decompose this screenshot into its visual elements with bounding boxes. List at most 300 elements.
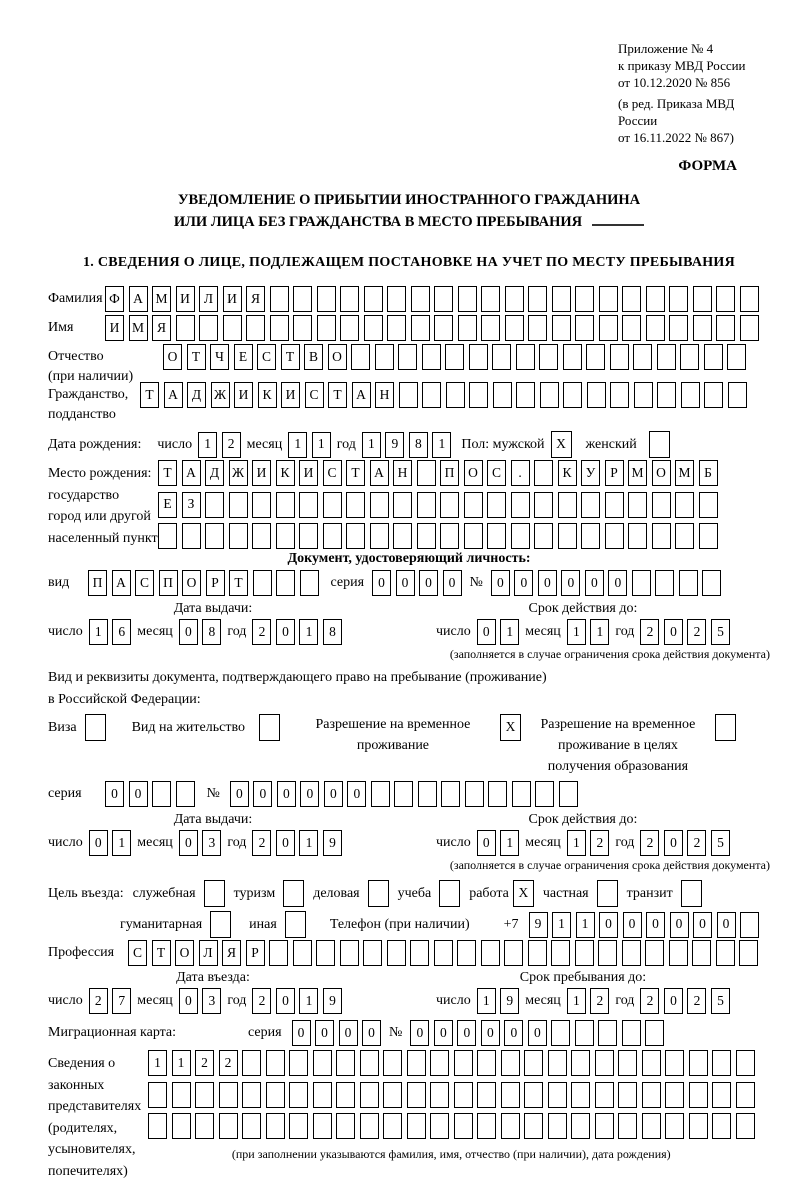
char-box[interactable]: К [276,460,295,486]
char-box[interactable] [368,880,389,907]
char-box[interactable] [736,1050,755,1076]
char-box[interactable] [689,1082,708,1108]
char-box[interactable] [597,880,618,907]
char-box[interactable]: Д [205,460,224,486]
char-box[interactable] [289,1113,308,1139]
char-box[interactable]: 1 [500,830,519,856]
char-box[interactable]: В [304,344,323,370]
char-box[interactable]: 1 [590,619,609,645]
char-box[interactable]: Т [229,570,248,596]
char-box[interactable] [266,1050,285,1076]
char-box[interactable] [605,523,624,549]
char-box[interactable]: 0 [253,781,272,807]
char-box[interactable]: 0 [396,570,415,596]
char-box[interactable] [253,570,272,596]
char-box[interactable]: 0 [315,1020,334,1046]
char-box[interactable] [422,344,441,370]
char-box[interactable] [657,382,676,408]
char-box[interactable] [665,1050,684,1076]
char-box[interactable]: Т [328,382,347,408]
char-box[interactable] [511,492,530,518]
char-box[interactable] [465,781,484,807]
char-box[interactable] [680,344,699,370]
char-box[interactable]: 2 [222,432,241,458]
char-box[interactable]: 0 [179,830,198,856]
char-box[interactable]: К [258,382,277,408]
char-box[interactable] [681,880,702,907]
char-box[interactable] [618,1050,637,1076]
char-box[interactable]: 1 [567,830,586,856]
char-box[interactable] [399,382,418,408]
char-box[interactable] [524,1082,543,1108]
char-box[interactable] [649,431,670,458]
char-box[interactable] [598,1020,617,1046]
char-box[interactable]: 0 [347,781,366,807]
char-box[interactable] [313,1050,332,1076]
char-box[interactable] [575,315,594,341]
char-box[interactable] [595,1082,614,1108]
char-box[interactable]: И [176,286,195,312]
char-box[interactable]: X [500,714,521,741]
char-box[interactable] [712,1113,731,1139]
char-box[interactable] [323,492,342,518]
char-box[interactable] [505,315,524,341]
char-box[interactable] [210,911,231,938]
char-box[interactable] [716,315,735,341]
char-box[interactable]: Я [246,286,265,312]
char-box[interactable] [289,1050,308,1076]
char-box[interactable]: 1 [299,619,318,645]
char-box[interactable]: 6 [112,619,131,645]
char-box[interactable]: 8 [323,619,342,645]
char-box[interactable] [571,1082,590,1108]
char-box[interactable]: 0 [129,781,148,807]
char-box[interactable] [454,1082,473,1108]
char-box[interactable]: 2 [640,619,659,645]
char-box[interactable] [551,940,570,966]
char-box[interactable] [440,492,459,518]
char-box[interactable]: 0 [693,912,712,938]
char-box[interactable]: 0 [514,570,533,596]
char-box[interactable]: X [513,880,534,907]
char-box[interactable] [704,344,723,370]
char-box[interactable]: М [675,460,694,486]
char-box[interactable]: С [323,460,342,486]
char-box[interactable]: С [257,344,276,370]
char-box[interactable] [259,714,280,741]
char-box[interactable] [552,286,571,312]
char-box[interactable] [528,940,547,966]
char-box[interactable]: 9 [323,830,342,856]
char-box[interactable]: Т [346,460,365,486]
char-box[interactable] [199,315,218,341]
char-box[interactable]: 0 [623,912,642,938]
char-box[interactable]: П [440,460,459,486]
char-box[interactable] [504,940,523,966]
char-box[interactable] [516,382,535,408]
char-box[interactable]: 1 [552,912,571,938]
char-box[interactable] [340,940,359,966]
char-box[interactable]: О [182,570,201,596]
char-box[interactable] [300,570,319,596]
char-box[interactable]: 9 [529,912,548,938]
char-box[interactable] [371,781,390,807]
char-box[interactable] [492,344,511,370]
char-box[interactable] [276,570,295,596]
char-box[interactable] [622,940,641,966]
char-box[interactable] [464,523,483,549]
char-box[interactable] [205,523,224,549]
char-box[interactable] [360,1050,379,1076]
char-box[interactable]: И [252,460,271,486]
char-box[interactable] [628,523,647,549]
char-box[interactable]: 0 [276,830,295,856]
char-box[interactable]: 1 [567,988,586,1014]
char-box[interactable] [266,1113,285,1139]
char-box[interactable] [407,1113,426,1139]
char-box[interactable]: 9 [385,432,404,458]
char-box[interactable] [229,492,248,518]
char-box[interactable] [501,1082,520,1108]
char-box[interactable] [360,1082,379,1108]
char-box[interactable]: И [105,315,124,341]
char-box[interactable] [692,940,711,966]
char-box[interactable] [383,1113,402,1139]
char-box[interactable] [293,315,312,341]
char-box[interactable]: 0 [646,912,665,938]
char-box[interactable] [628,492,647,518]
char-box[interactable] [642,1113,661,1139]
char-box[interactable]: 5 [711,619,730,645]
char-box[interactable]: 5 [711,830,730,856]
char-box[interactable]: А [164,382,183,408]
char-box[interactable]: 1 [89,619,108,645]
char-box[interactable] [679,570,698,596]
char-box[interactable] [728,382,747,408]
char-box[interactable]: 0 [477,830,496,856]
char-box[interactable] [252,523,271,549]
char-box[interactable]: И [223,286,242,312]
char-box[interactable] [417,460,436,486]
char-box[interactable]: П [88,570,107,596]
char-box[interactable] [575,1020,594,1046]
char-box[interactable] [407,1082,426,1108]
char-box[interactable]: 0 [372,570,391,596]
char-box[interactable]: 9 [323,988,342,1014]
char-box[interactable] [346,492,365,518]
char-box[interactable]: Ф [105,286,124,312]
char-box[interactable] [351,344,370,370]
char-box[interactable] [634,382,653,408]
char-box[interactable]: Е [158,492,177,518]
char-box[interactable]: 0 [664,988,683,1014]
char-box[interactable]: 3 [202,830,221,856]
char-box[interactable] [152,781,171,807]
char-box[interactable] [669,315,688,341]
char-box[interactable]: 8 [409,432,428,458]
char-box[interactable] [599,315,618,341]
char-box[interactable] [642,1082,661,1108]
char-box[interactable] [632,570,651,596]
char-box[interactable]: С [135,570,154,596]
char-box[interactable]: М [628,460,647,486]
char-box[interactable]: 2 [252,830,271,856]
char-box[interactable] [477,1082,496,1108]
char-box[interactable]: 0 [664,830,683,856]
char-box[interactable] [528,315,547,341]
char-box[interactable] [689,1050,708,1076]
char-box[interactable] [205,492,224,518]
char-box[interactable] [441,781,460,807]
char-box[interactable] [559,781,578,807]
char-box[interactable]: Ж [229,460,248,486]
char-box[interactable]: 0 [538,570,557,596]
char-box[interactable] [712,1050,731,1076]
char-box[interactable] [501,1113,520,1139]
char-box[interactable]: 8 [202,619,221,645]
char-box[interactable] [439,880,460,907]
char-box[interactable]: 0 [324,781,343,807]
char-box[interactable] [581,492,600,518]
char-box[interactable] [270,315,289,341]
char-box[interactable]: 0 [230,781,249,807]
char-box[interactable] [633,344,652,370]
char-box[interactable]: 0 [599,912,618,938]
char-box[interactable]: 2 [687,830,706,856]
char-box[interactable] [299,492,318,518]
char-box[interactable] [411,286,430,312]
char-box[interactable] [313,1082,332,1108]
char-box[interactable] [370,523,389,549]
char-box[interactable] [699,492,718,518]
char-box[interactable] [195,1113,214,1139]
char-box[interactable]: 0 [362,1020,381,1046]
char-box[interactable]: Б [699,460,718,486]
char-box[interactable] [223,315,242,341]
char-box[interactable] [534,460,553,486]
char-box[interactable] [454,1050,473,1076]
char-box[interactable]: 1 [432,432,451,458]
char-box[interactable] [458,315,477,341]
char-box[interactable] [417,523,436,549]
char-box[interactable] [481,286,500,312]
char-box[interactable] [516,344,535,370]
char-box[interactable] [665,1113,684,1139]
char-box[interactable]: 0 [105,781,124,807]
char-box[interactable] [665,1082,684,1108]
char-box[interactable] [229,523,248,549]
char-box[interactable] [148,1082,167,1108]
char-box[interactable] [552,315,571,341]
char-box[interactable] [313,1113,332,1139]
char-box[interactable]: С [487,460,506,486]
char-box[interactable] [422,382,441,408]
char-box[interactable]: 0 [179,619,198,645]
char-box[interactable] [317,315,336,341]
char-box[interactable] [172,1113,191,1139]
char-box[interactable] [158,523,177,549]
char-box[interactable] [176,781,195,807]
char-box[interactable] [702,570,721,596]
char-box[interactable] [587,382,606,408]
char-box[interactable]: 1 [288,432,307,458]
char-box[interactable] [534,523,553,549]
char-box[interactable]: 1 [576,912,595,938]
char-box[interactable] [394,781,413,807]
char-box[interactable] [699,523,718,549]
char-box[interactable] [446,382,465,408]
char-box[interactable]: 2 [590,830,609,856]
char-box[interactable] [618,1082,637,1108]
char-box[interactable]: А [112,570,131,596]
char-box[interactable] [581,523,600,549]
char-box[interactable] [469,382,488,408]
char-box[interactable] [317,286,336,312]
char-box[interactable]: 0 [276,988,295,1014]
char-box[interactable] [387,940,406,966]
char-box[interactable] [605,492,624,518]
char-box[interactable]: Р [605,460,624,486]
char-box[interactable]: 0 [504,1020,523,1046]
char-box[interactable] [575,286,594,312]
char-box[interactable]: Я [152,315,171,341]
char-box[interactable]: И [281,382,300,408]
char-box[interactable] [727,344,746,370]
char-box[interactable]: А [182,460,201,486]
char-box[interactable]: 0 [664,619,683,645]
char-box[interactable]: 0 [608,570,627,596]
char-box[interactable]: 0 [300,781,319,807]
char-box[interactable] [383,1082,402,1108]
char-box[interactable] [387,286,406,312]
char-box[interactable] [524,1050,543,1076]
char-box[interactable]: 0 [277,781,296,807]
char-box[interactable]: Н [393,460,412,486]
char-box[interactable] [548,1082,567,1108]
char-box[interactable] [622,1020,641,1046]
char-box[interactable]: 0 [585,570,604,596]
char-box[interactable] [645,1020,664,1046]
char-box[interactable]: Ж [211,382,230,408]
char-box[interactable]: С [305,382,324,408]
char-box[interactable] [528,286,547,312]
char-box[interactable] [505,286,524,312]
char-box[interactable]: X [551,431,572,458]
char-box[interactable] [269,940,288,966]
char-box[interactable]: 1 [172,1050,191,1076]
char-box[interactable] [551,1020,570,1046]
char-box[interactable] [411,315,430,341]
char-box[interactable]: Т [187,344,206,370]
char-box[interactable] [534,492,553,518]
char-box[interactable] [195,1082,214,1108]
char-box[interactable]: О [464,460,483,486]
char-box[interactable] [410,940,429,966]
char-box[interactable] [477,1113,496,1139]
char-box[interactable]: А [129,286,148,312]
char-box[interactable] [524,1113,543,1139]
char-box[interactable]: 2 [252,988,271,1014]
char-box[interactable]: 0 [89,830,108,856]
char-box[interactable] [289,1082,308,1108]
char-box[interactable]: 0 [419,570,438,596]
char-box[interactable] [387,315,406,341]
char-box[interactable]: Я [222,940,241,966]
char-box[interactable]: О [652,460,671,486]
char-box[interactable] [293,286,312,312]
char-box[interactable]: 2 [252,619,271,645]
char-box[interactable] [512,781,531,807]
char-box[interactable] [736,1082,755,1108]
char-box[interactable]: Р [246,940,265,966]
char-box[interactable] [242,1113,261,1139]
char-box[interactable] [266,1082,285,1108]
char-box[interactable] [599,286,618,312]
char-box[interactable] [176,315,195,341]
char-box[interactable]: 2 [89,988,108,1014]
char-box[interactable]: Т [152,940,171,966]
char-box[interactable] [383,1050,402,1076]
char-box[interactable]: 2 [687,619,706,645]
char-box[interactable] [219,1113,238,1139]
char-box[interactable]: И [299,460,318,486]
char-box[interactable] [440,523,459,549]
char-box[interactable] [276,523,295,549]
char-box[interactable] [645,940,664,966]
char-box[interactable] [434,940,453,966]
char-box[interactable]: Н [375,382,394,408]
char-box[interactable] [430,1113,449,1139]
char-box[interactable] [393,523,412,549]
char-box[interactable] [430,1082,449,1108]
char-box[interactable] [346,523,365,549]
char-box[interactable] [219,1082,238,1108]
char-box[interactable] [481,940,500,966]
char-box[interactable] [407,1050,426,1076]
char-box[interactable] [182,523,201,549]
char-box[interactable] [675,492,694,518]
char-box[interactable] [740,315,759,341]
char-box[interactable] [558,492,577,518]
char-box[interactable]: 7 [112,988,131,1014]
char-box[interactable]: Л [199,940,218,966]
char-box[interactable]: Р [206,570,225,596]
char-box[interactable] [316,940,335,966]
char-box[interactable]: Т [140,382,159,408]
char-box[interactable] [252,492,271,518]
char-box[interactable] [360,1113,379,1139]
char-box[interactable]: А [370,460,389,486]
char-box[interactable] [669,286,688,312]
char-box[interactable]: К [558,460,577,486]
char-box[interactable] [417,492,436,518]
char-box[interactable] [563,344,582,370]
char-box[interactable] [370,492,389,518]
char-box[interactable] [481,315,500,341]
char-box[interactable] [458,286,477,312]
char-box[interactable]: С [128,940,147,966]
char-box[interactable] [430,1050,449,1076]
char-box[interactable] [693,315,712,341]
char-box[interactable] [652,492,671,518]
char-box[interactable]: О [328,344,347,370]
char-box[interactable] [540,382,559,408]
char-box[interactable] [323,523,342,549]
char-box[interactable] [539,344,558,370]
char-box[interactable] [445,344,464,370]
char-box[interactable] [434,286,453,312]
char-box[interactable]: . [511,460,530,486]
